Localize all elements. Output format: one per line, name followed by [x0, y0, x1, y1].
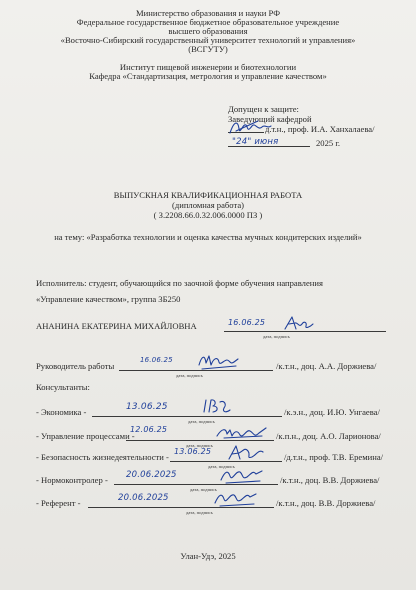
institution-type-line: Федеральное государственное бюджетное образовательное учреждение	[76, 17, 340, 27]
consultant-signature	[218, 466, 266, 486]
approval-year: 2025 г.	[316, 138, 341, 148]
city-year: Улан-Удэ, 2025	[180, 551, 236, 561]
supervisor-signature	[196, 351, 240, 371]
university-name-line: «Восточно-Сибирский государственный университет технологий и управления»	[60, 35, 356, 45]
consultant-signature	[200, 396, 234, 416]
consultant-handwritten-date: 12.06.25	[130, 425, 168, 434]
ministry-line: Министерство образования и науки РФ	[136, 8, 280, 18]
consultants-label: Консультанты:	[36, 382, 90, 392]
approval-head-name: д.т.н., проф. И.А. Ханхалаева/	[265, 124, 375, 134]
work-title: ВЫПУСКНАЯ КВАЛИФИКАЦИОННАЯ РАБОТА	[113, 190, 303, 200]
consultant-handwritten-date: 20.06.2025	[126, 470, 177, 480]
consultant-name: /к.т.н., доц. В.В. Доржиева/	[280, 475, 380, 485]
consultant-signature	[214, 424, 268, 442]
university-abbr-line: (ВСГУТУ)	[188, 44, 228, 54]
consultant-signature	[212, 489, 260, 509]
department-line: Кафедра «Стандартизация, метрология и управление качеством»	[89, 71, 327, 81]
approval-handwritten-date: "24" июня	[232, 137, 279, 147]
supervisor-label: Руководитель работы	[36, 361, 115, 371]
executor-caption: дата, подпись	[263, 334, 290, 339]
consultant-name: /к.т.н., доц. В.В. Доржиева/	[276, 498, 376, 508]
education-level-line: высшего образования	[168, 26, 248, 36]
executor-signature	[282, 314, 316, 332]
institute-line: Институт пищевой инженерии и биотехнологии	[119, 62, 297, 72]
approval-label: Допущен к защите:	[228, 104, 299, 114]
consultant-caption: дата, подпись	[186, 510, 213, 515]
supervisor-name: /к.т.н., доц. А.А. Доржиева/	[276, 361, 377, 371]
executor-line-2: «Управление качеством», группа 3Б250	[36, 294, 181, 304]
consultant-label: - Нормоконтролер -	[36, 475, 108, 485]
consultant-name: /к.э.н., доц. И.Ю. Унгаева/	[284, 407, 380, 417]
consultant-name: /д.т.н., проф. Т.В. Еремина/	[284, 452, 384, 462]
consultant-label: - Безопасность жизнедеятельности -	[36, 452, 169, 462]
work-topic: на тему: «Разработка технологии и оценка качества мучных кондитерских изделий»	[54, 232, 362, 242]
consultant-signature	[226, 443, 266, 463]
consultant-caption: дата, подпись	[186, 443, 213, 448]
executor-handwritten-date: 16.06.25	[228, 318, 266, 327]
consultant-handwritten-date: 13.06.25	[126, 402, 168, 412]
consultant-handwritten-date: 13.06.25	[174, 447, 212, 456]
consultant-caption: дата, подпись	[208, 464, 235, 469]
consultant-label: - Референт -	[36, 498, 81, 508]
consultant-caption: дата, подпись	[190, 487, 217, 492]
consultant-handwritten-date: 20.06.2025	[118, 493, 169, 503]
approval-signature	[228, 117, 272, 139]
consultant-name: /к.п.н., доц. А.О. Ларионова/	[276, 431, 381, 441]
approval-head-label: Заведующий кафедрой	[228, 114, 312, 124]
supervisor-handwritten-date: 16.06.25	[140, 356, 173, 364]
consultant-caption: дата, подпись	[188, 419, 215, 424]
work-subtitle: (дипломная работа)	[171, 200, 244, 210]
executor-name: АНАНИНА ЕКАТЕРИНА МИХАЙЛОВНА	[36, 321, 197, 331]
consultant-label: - Экономика -	[36, 407, 87, 417]
supervisor-caption: дата, подпись	[176, 373, 203, 378]
work-code: ( З.2208.66.0.32.006.0000 ПЗ )	[153, 210, 263, 220]
executor-line-1: Исполнитель: студент, обучающийся по заочной форме обучения направления	[36, 278, 323, 288]
consultant-label: - Управление процессами -	[36, 431, 135, 441]
consultant-signature-line	[92, 416, 282, 417]
